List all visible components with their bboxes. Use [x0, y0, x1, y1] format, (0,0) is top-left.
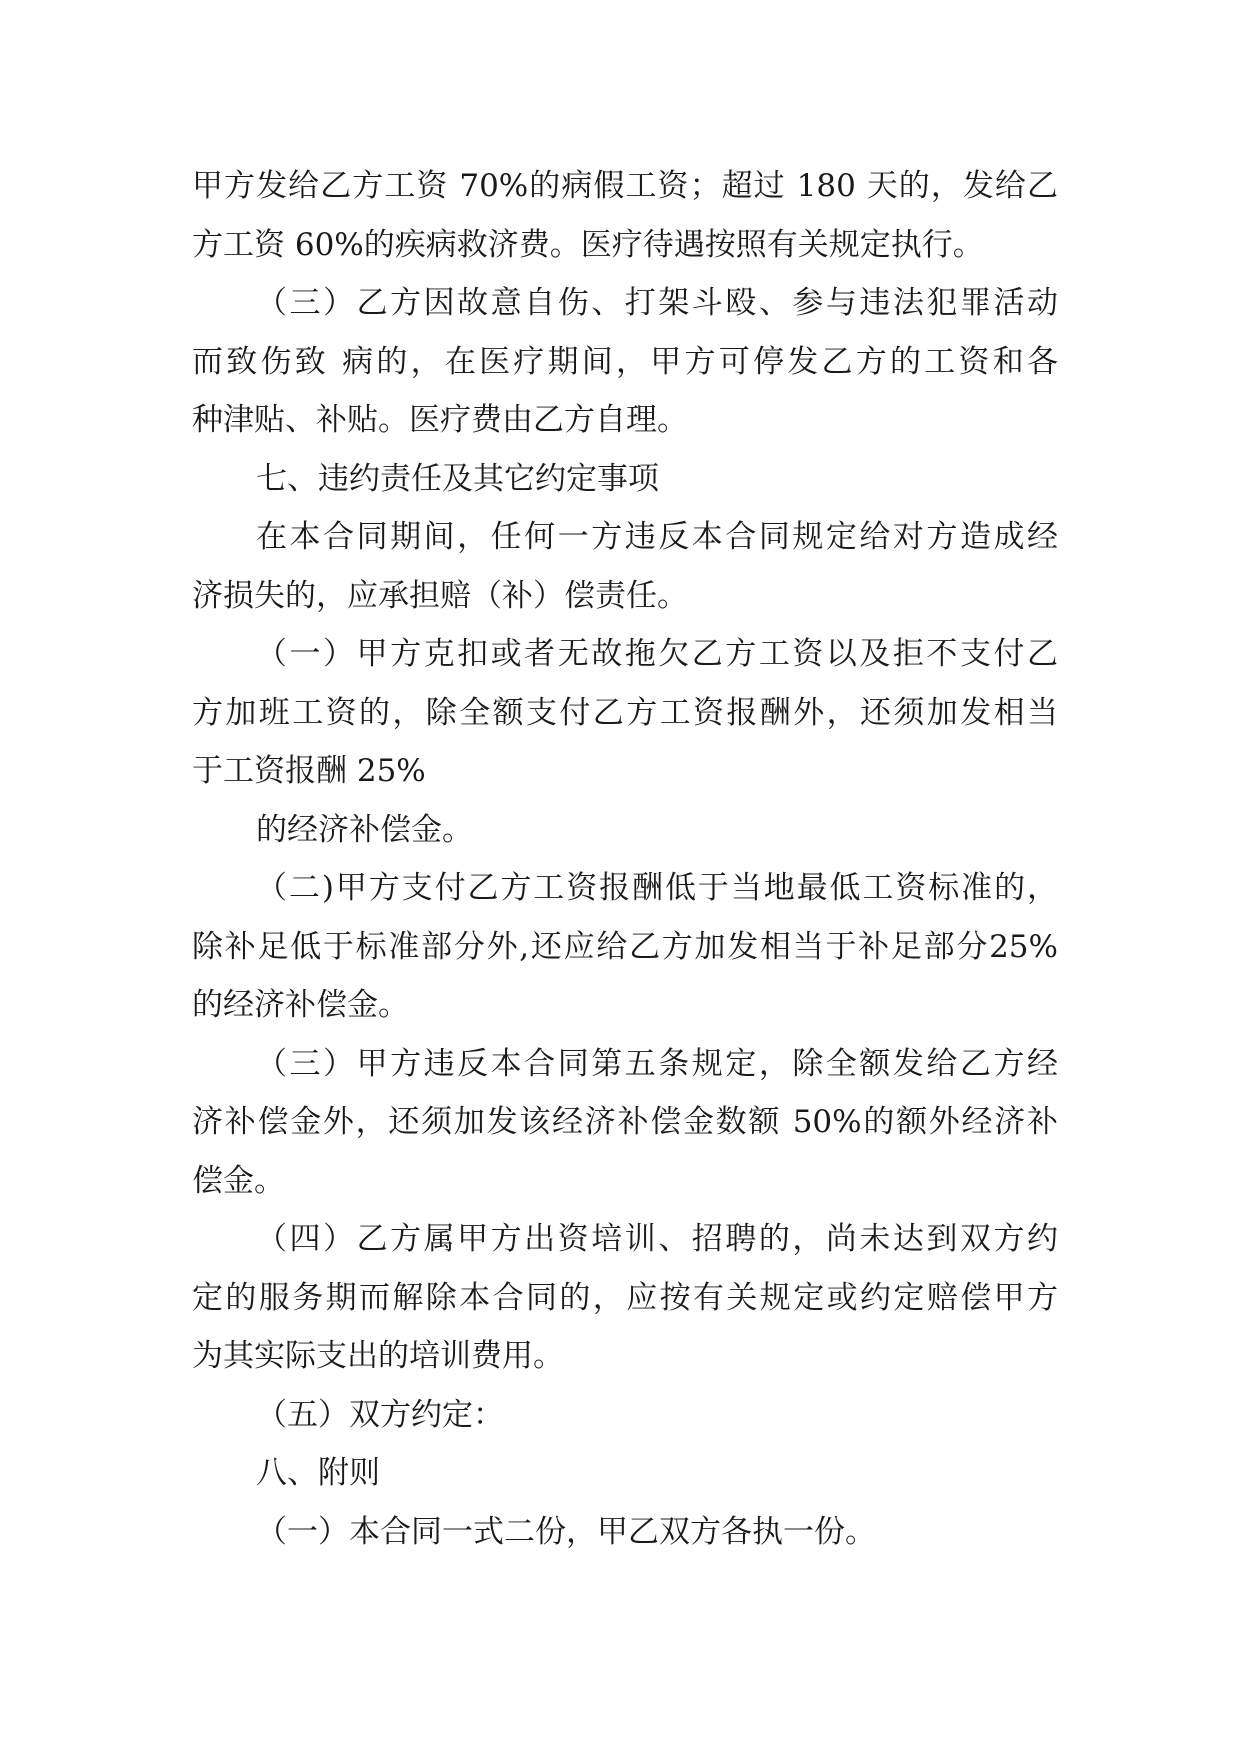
- text-line: 方加班工资的，除全额支付乙方工资报酬外，还须加发相当: [192, 694, 1058, 731]
- text-line: 为其实际支出的培训费用。: [192, 1338, 564, 1374]
- text-line: 济补偿金外，还须加发该经济补偿金数额 50%的额外经济补: [192, 1104, 1058, 1140]
- text-line: 方工资 60%的疾病救济费。医疗待遇按照有关规定执行。: [192, 226, 984, 263]
- text-line: （一）甲方克扣或者无故拖欠乙方工资以及拒不支付乙: [256, 636, 1058, 672]
- text-line: 八、附则: [256, 1455, 380, 1491]
- text-line: （一）本合同一式二份，甲乙双方各执一份。: [256, 1513, 876, 1550]
- text-line: 种津贴、补贴。医疗费由乙方自理。: [192, 402, 688, 438]
- text-line: 的经济补偿金。: [192, 987, 409, 1023]
- text-line: 甲方发给乙方工资 70%的病假工资；超过 180 天的，发给乙: [192, 168, 1058, 204]
- text-line: 而致伤致 病的，在医疗期间，甲方可停发乙方的工资和各: [192, 343, 1058, 380]
- document-body: [192, 157, 1058, 1561]
- text-line: 定的服务期而解除本合同的，应按有关规定或约定赔偿甲方: [192, 1279, 1058, 1316]
- text-line: 偿金。: [192, 1162, 285, 1199]
- text-line: 除补足低于标准部分外,还应给乙方加发相当于补足部分25%: [192, 928, 1058, 965]
- text-line: 济损失的，应承担赔（补）偿责任。: [192, 577, 688, 614]
- text-line: （五）双方约定：: [256, 1396, 504, 1433]
- text-line: 的经济补偿金。: [256, 811, 473, 848]
- text-line: 七、违约责任及其它约定事项: [256, 460, 659, 497]
- text-line: 于工资报酬 25%: [192, 753, 426, 789]
- text-line: （三）乙方因故意自伤、打架斗殴、参与违法犯罪活动: [256, 285, 1058, 321]
- text-line: （三）甲方违反本合同第五条规定，除全额发给乙方经: [256, 1045, 1058, 1082]
- text-line: 在本合同期间，任何一方违反本合同规定给对方造成经: [256, 519, 1058, 555]
- text-line: （四）乙方属甲方出资培训、招聘的，尚未达到双方约: [256, 1221, 1058, 1257]
- text-line: （二)甲方支付乙方工资报酬低于当地最低工资标准的，: [256, 870, 1058, 906]
